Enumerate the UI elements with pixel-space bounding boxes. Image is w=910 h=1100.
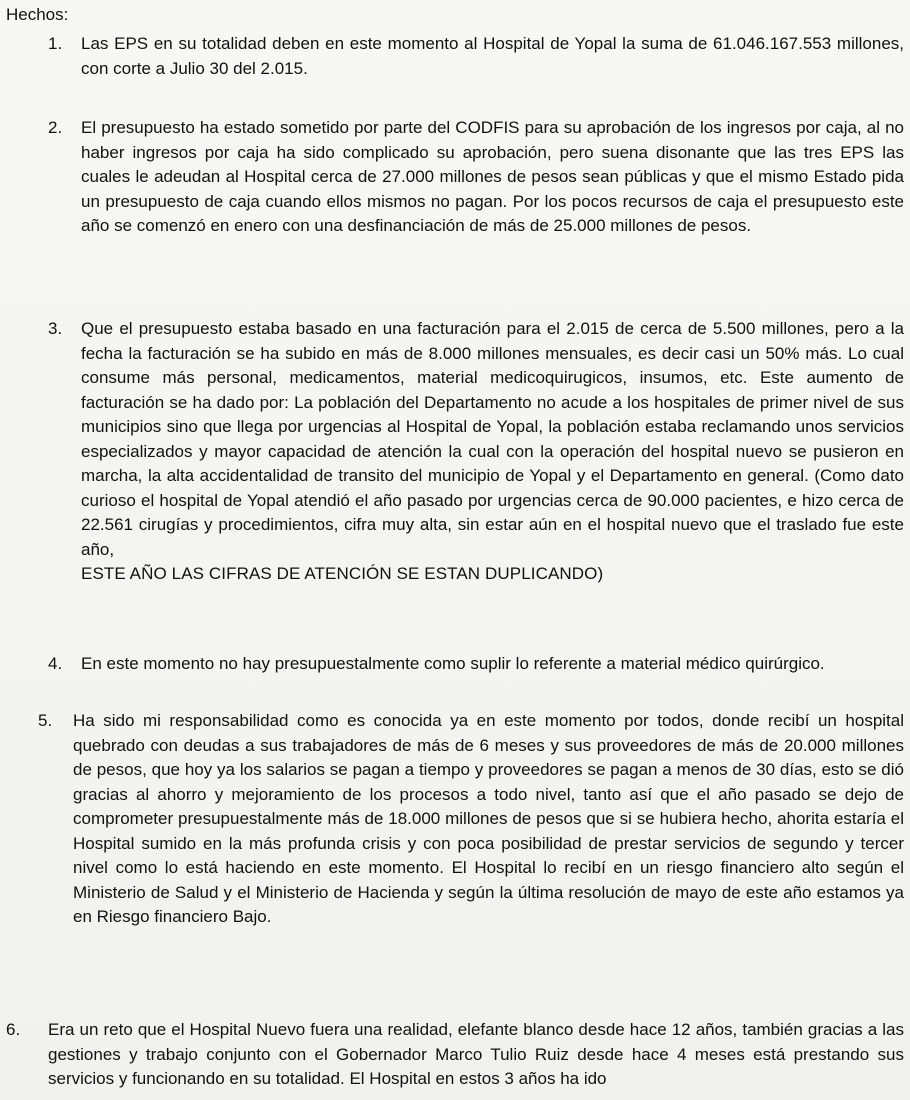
item-text: Era un reto que el Hospital Nuevo fuera una realidad, elefante blanco desde hace 12 años, también gracias a las gestiones y trabajo conjunto con el Gobernador Marco Tulio Ruiz desde hace 4 meses está prestando sus servicios y funcionando en su totalidad. El Hospital en estos 3 años ha ido (48, 1020, 904, 1088)
item-number: 5. (38, 711, 53, 730)
item-text: El presupuesto ha estado sometido por parte del CODFIS para su aprobación de los ingresos por caja, al no haber ingresos por caja ha sido complicado su aprobación, pero suena disonante que las tres EPS las cuales le adeudan al Hospital cerca de 27.000 millones de pesos sean públicas y que el mismo Estado pida un presupuesto de caja cuando ellos mismos no pagan. Por los pocos recursos de caja el presupuesto este año se comenzó en enero con una desfinanciación de más de 25.000 millones de pesos. (81, 118, 904, 235)
list-item-1 (48, 32, 904, 81)
item-text: Las EPS en su totalidad deben en este momento al Hospital de Yopal la suma de 61.046.167.553 millones, con corte a Julio 30 del 2.015. (81, 34, 904, 78)
item-text: Que el presupuesto estaba basado en una facturación para el 2.015 de cerca de 5.500 millones, pero a la fecha la facturación se ha subido en más de 8.000 millones mensuales, es decir casi un 50% más. Lo cual consume más personal, medicamentos, material medicoquirugicos, insumos, etc. Este aumento de facturación se ha dado por: La población del Departamento no acude a los hospitales de primer nivel de sus municipios sino que llega por urgencias al Hospital de Yopal, la población estaba reclamando unos servicios especializados y mayor capacidad de atención la cual con la operación del hospital nuevo se pusieron en marcha, la alta accidentalidad de transito del municipio de Yopal y el Departamento en general. (Como dato curioso el hospital de Yopal atendió el año pasado por urgencias cerca de 90.000 pacientes, e hizo cerca de 22.561 cirugías y procedimientos, cifra muy alta, sin estar aún en el hospital nuevo que el traslado fue este año, (81, 319, 904, 559)
list-item-6 (6, 1018, 904, 1092)
item-number: 6. (6, 1020, 21, 1039)
list-item-4 (48, 652, 904, 677)
item-number: 4. (48, 654, 63, 673)
item-number: 1. (48, 34, 63, 53)
item-text: Ha sido mi responsabilidad como es conocida ya en este momento por todos, donde recibí un hospital quebrado con deudas a sus trabajadores de más de 6 meses y sus proveedores de más de 20.000 millones de pesos, que hoy ya los salarios se pagan a tiempo y proveedores se pagan a menos de 30 días, esto se dió gracias al ahorro y mejoramiento de los procesos a todo nivel, tanto así que el año pasado se dejo de comprometer presupuestalmente más de 18.000 millones de pesos que si se hubiera hecho, ahorita estaría el Hospital sumido en la más profunda crisis y con poca posibilidad de prestar servicios de segundo y tercer nivel como lo está haciendo en este momento. El Hospital lo recibí en un riesgo financiero alto según el Ministerio de Salud y el Ministerio de Hacienda y según la última resolución de mayo de este año estamos ya en Riesgo financiero Bajo. (73, 711, 904, 926)
list-item-3 (48, 317, 904, 587)
item-number: 3. (48, 319, 63, 338)
list-item-2 (48, 116, 904, 239)
item-number: 2. (48, 118, 63, 137)
item-text: En este momento no hay presupuestalmente como suplir lo referente a material médico quirúrgico. (81, 654, 825, 673)
list-item-5 (38, 709, 904, 930)
item-text-emphasis: ESTE AÑO LAS CIFRAS DE ATENCIÓN SE ESTAN DUPLICANDO) (81, 564, 604, 583)
section-heading: Hechos: (6, 5, 69, 24)
